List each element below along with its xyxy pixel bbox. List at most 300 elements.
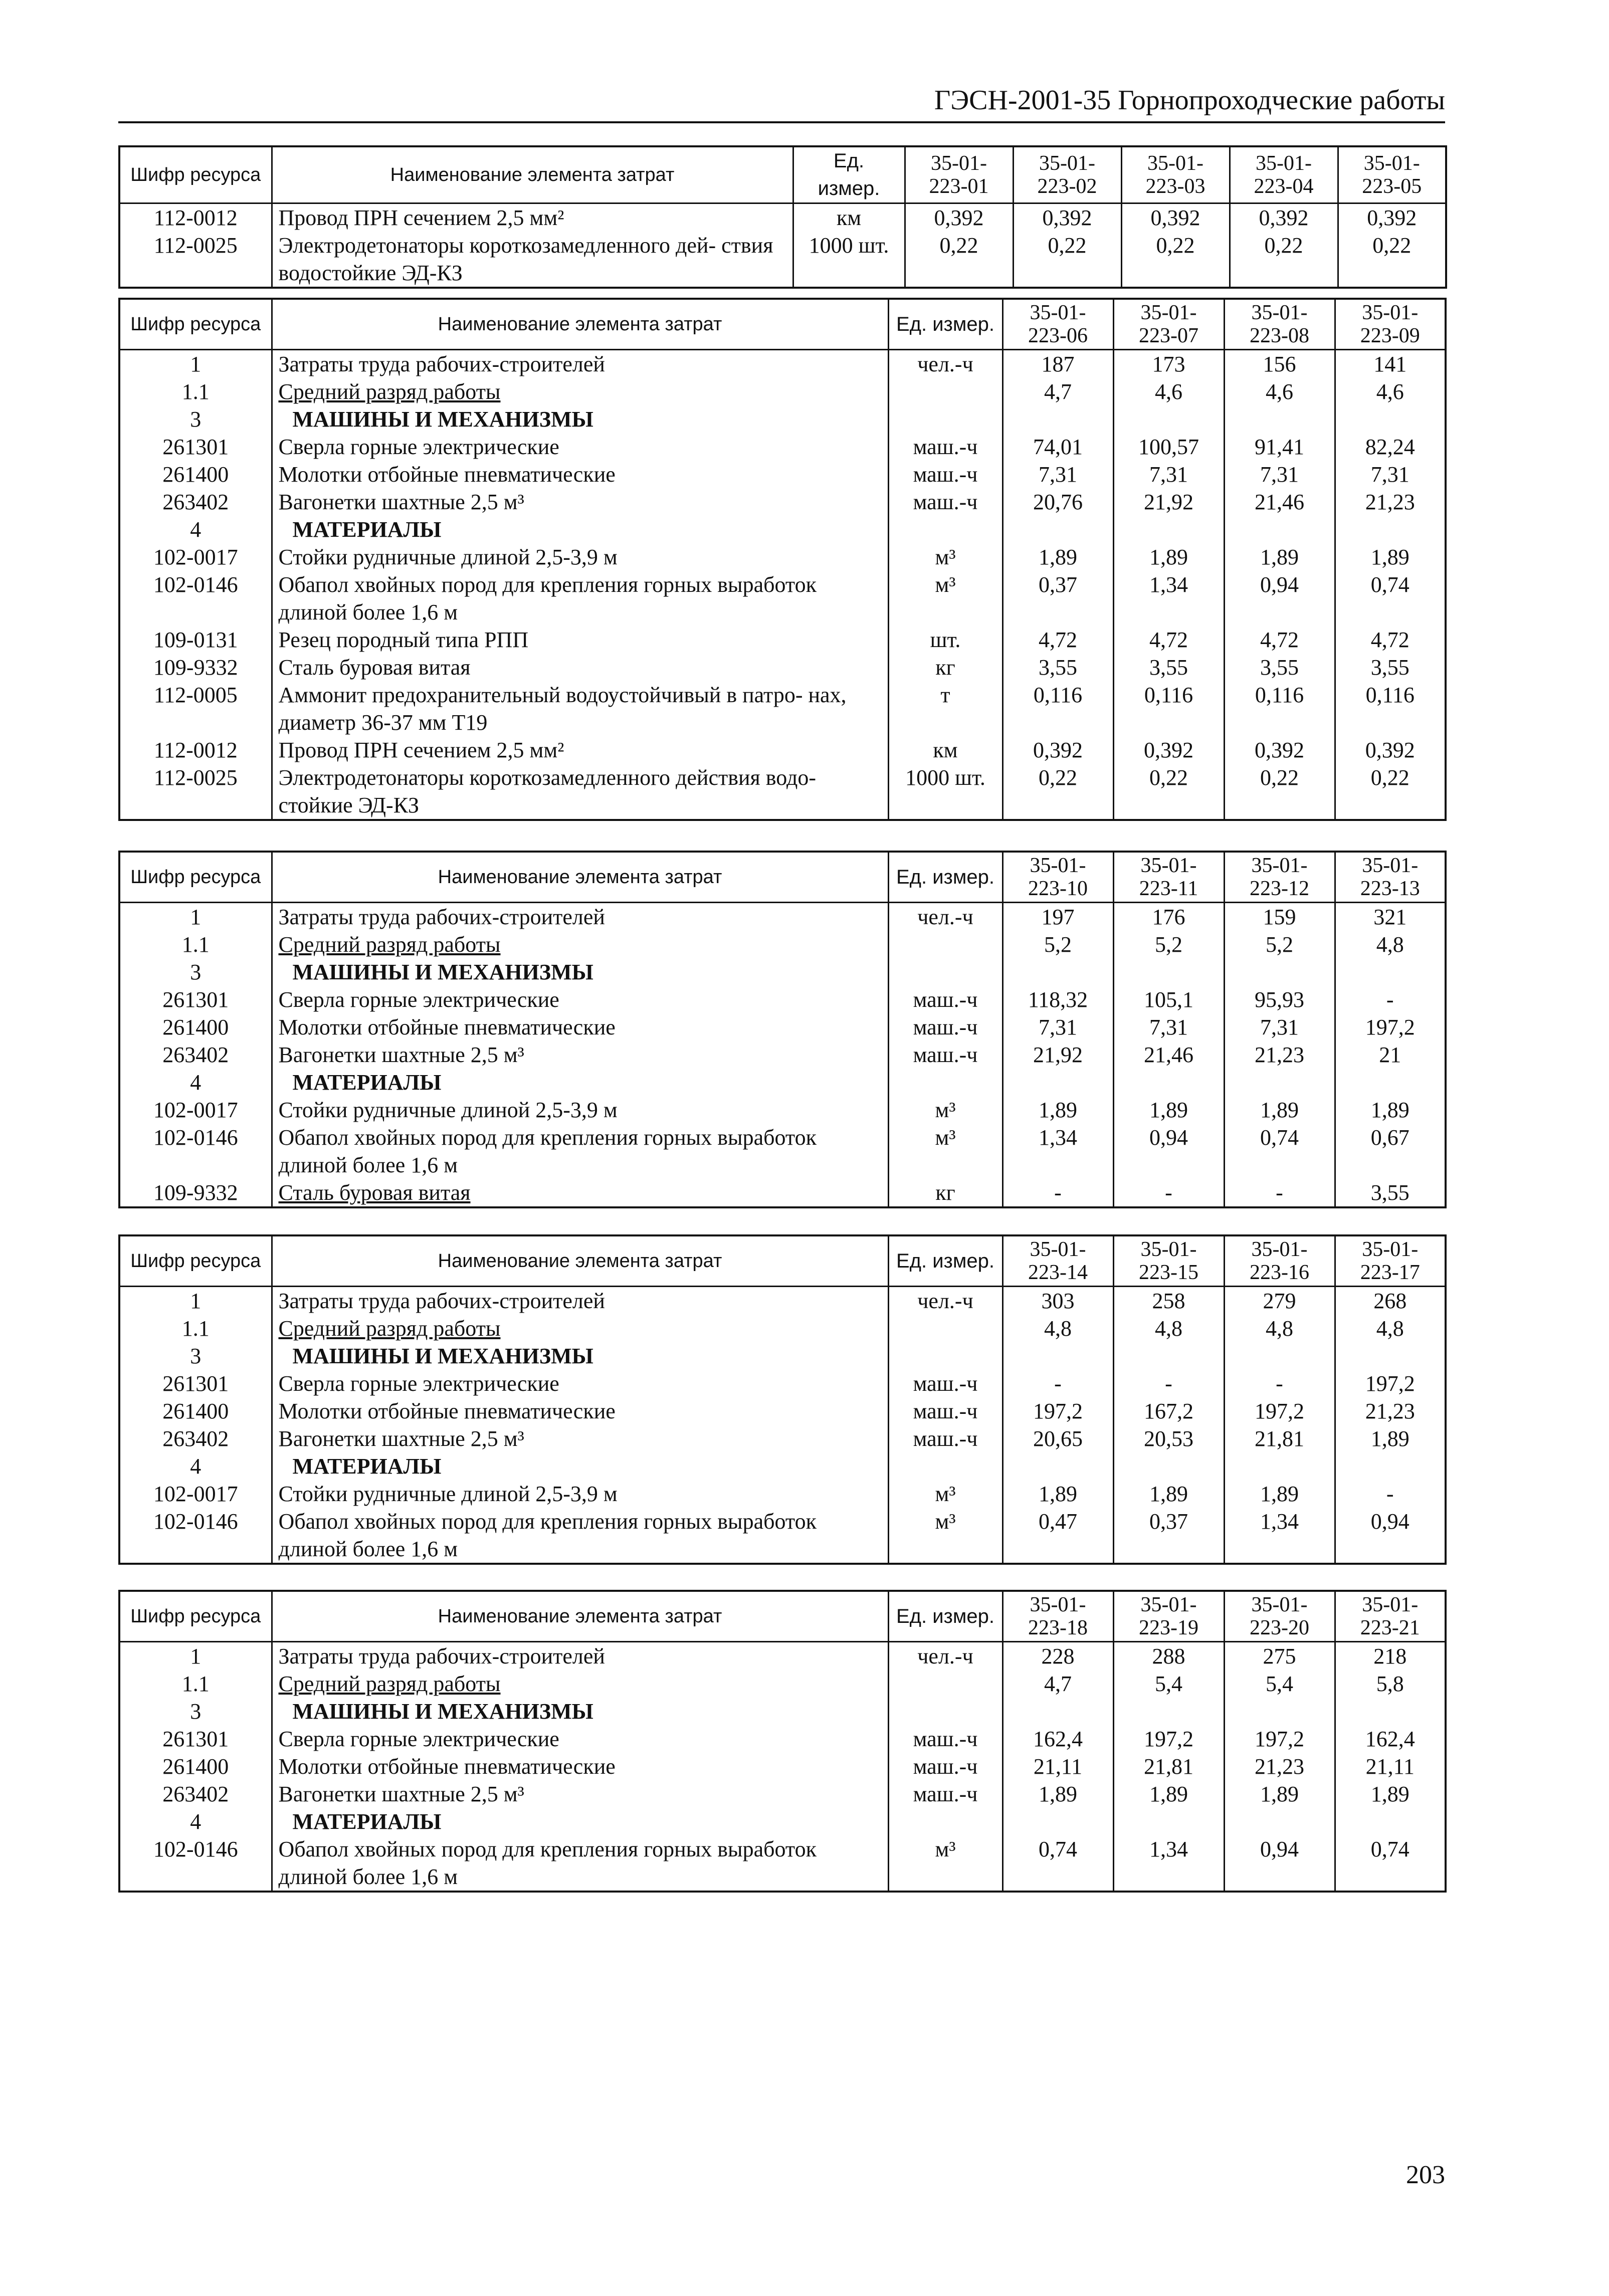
- norm-value: 258: [1113, 1287, 1224, 1315]
- norm-code-line-1: 35-01-: [1140, 1593, 1197, 1616]
- norm-value: 1,89: [1113, 1096, 1224, 1124]
- cost-element-name: Вагонетки шахтные 2,5 м³: [272, 1780, 888, 1808]
- cost-element-name: Провод ПРН сечением 2,5 мм²: [272, 203, 793, 232]
- norm-value: [1335, 1698, 1446, 1725]
- resource-code: 102-0017: [153, 1482, 238, 1506]
- norm-value: 7,31: [1224, 1013, 1335, 1041]
- norm-value: 21,23: [1224, 1041, 1335, 1069]
- norm-code-line-1: 35-01-: [1256, 152, 1312, 175]
- norm-value: 4,8: [1335, 931, 1446, 958]
- resource-table-2: [118, 298, 1445, 821]
- table-row: [119, 1179, 1446, 1207]
- column-header-norm: [1230, 146, 1338, 203]
- resource-code: 109-9332: [153, 1180, 238, 1205]
- norm-code-line-1: 35-01-: [1039, 152, 1095, 175]
- norm-value: 21,23: [1335, 1397, 1446, 1425]
- norm-value: 91,41: [1224, 433, 1335, 461]
- norm-value: 0,94: [1335, 1508, 1446, 1564]
- cost-element-name: Обапол хвойных пород для крепления горных выработок длиной более 1,6 м: [272, 1508, 888, 1564]
- unit-of-measure: чел.-ч: [888, 1642, 1002, 1671]
- norm-value: 0,22: [905, 232, 1013, 288]
- unit-of-measure: 1000 шт.: [888, 764, 1002, 820]
- table-row: [119, 1397, 1446, 1425]
- norm-value: [1335, 1069, 1446, 1096]
- norm-value: 1,89: [1335, 1425, 1446, 1452]
- norm-value: 0,392: [1013, 203, 1121, 232]
- norm-value: [1224, 1069, 1335, 1096]
- resource-table-5: [118, 1590, 1445, 1893]
- norm-value: 21,23: [1335, 488, 1446, 516]
- norm-code-line-2: 223-09: [1360, 324, 1420, 347]
- norm-value: 1,34: [1002, 1124, 1113, 1179]
- norm-code-line-2: 223-10: [1028, 877, 1088, 900]
- section-title: МАТЕРИАЛЫ: [272, 1069, 888, 1096]
- cost-element-name: Резец породный типа РПП: [272, 626, 888, 654]
- unit-of-measure: кг: [888, 1179, 1002, 1207]
- cost-table: [118, 145, 1447, 289]
- table-row: [119, 378, 1446, 405]
- column-header-norm: [1335, 852, 1446, 903]
- norm-value: [1113, 958, 1224, 986]
- norm-value: 0,22: [1230, 232, 1338, 288]
- column-header-unit: Ед. измер.: [888, 852, 1002, 903]
- table-row: [119, 1725, 1446, 1753]
- norm-value: [1224, 1452, 1335, 1480]
- norm-value: 0,74: [1335, 1835, 1446, 1892]
- column-header-norm: [1002, 299, 1113, 350]
- unit-of-measure: [888, 1069, 1002, 1096]
- cost-element-name: Стойки рудничные длиной 2,5-3,9 м: [272, 543, 888, 571]
- resource-code: 4: [190, 517, 202, 542]
- norm-value: 7,31: [1002, 1013, 1113, 1041]
- norm-value: 21: [1335, 1041, 1446, 1069]
- cost-element-name: Электродетонаторы короткозамедленного дей- ствия водостойкие ЭД-КЗ: [272, 232, 793, 288]
- norm-value: 0,392: [1224, 736, 1335, 764]
- norm-value: -: [1113, 1370, 1224, 1397]
- norm-value: [1113, 1342, 1224, 1370]
- norm-value: 95,93: [1224, 986, 1335, 1013]
- unit-of-measure: км: [888, 736, 1002, 764]
- column-header-norm: [1113, 852, 1224, 903]
- norm-value: 21,46: [1113, 1041, 1224, 1069]
- cost-element-name: Затраты труда рабочих-строителей: [272, 1287, 888, 1315]
- norm-value: [1002, 516, 1113, 543]
- norm-code-line-2: 223-21: [1360, 1616, 1420, 1639]
- norm-value: 0,392: [1338, 203, 1446, 232]
- cost-element-name: Молотки отбойные пневматические: [272, 1753, 888, 1780]
- table-row: [119, 681, 1446, 736]
- table-row: [119, 571, 1446, 626]
- column-header-unit: Ед. измер.: [888, 299, 1002, 350]
- cost-element-name: Провод ПРН сечением 2,5 мм²: [272, 736, 888, 764]
- resource-table-4: [118, 1234, 1445, 1565]
- resource-table-1: [118, 145, 1445, 289]
- norm-value: 0,74: [1224, 1124, 1335, 1179]
- table-row: [119, 1287, 1446, 1315]
- norm-value: 176: [1113, 903, 1224, 931]
- norm-value: 0,392: [1113, 736, 1224, 764]
- norm-value: 173: [1113, 350, 1224, 378]
- unit-of-measure: [888, 958, 1002, 986]
- norm-code-line-1: 35-01-: [1362, 1593, 1419, 1616]
- table-row: [119, 903, 1446, 931]
- unit-of-measure: маш.-ч: [888, 1397, 1002, 1425]
- unit-of-measure: маш.-ч: [888, 1041, 1002, 1069]
- page-header: ГЭСН-2001-35 Горнопроходческие работы: [118, 84, 1445, 123]
- cost-element-name: Сверла горные электрические: [272, 433, 888, 461]
- norm-value: 1,89: [1113, 1480, 1224, 1508]
- resource-code: 102-0146: [153, 1837, 238, 1861]
- resource-code: 102-0017: [153, 1098, 238, 1122]
- section-row: [119, 1808, 1446, 1835]
- column-header-name: Наименование элемента затрат: [272, 1235, 888, 1287]
- norm-value: 1,89: [1335, 1096, 1446, 1124]
- unit-of-measure: маш.-ч: [888, 1370, 1002, 1397]
- norm-value: [1113, 1069, 1224, 1096]
- norm-code-line-2: 223-08: [1250, 324, 1309, 347]
- unit-of-measure: маш.-ч: [888, 461, 1002, 488]
- norm-value: 21,23: [1224, 1753, 1335, 1780]
- section-title: МАТЕРИАЛЫ: [272, 516, 888, 543]
- norm-value: 0,94: [1113, 1124, 1224, 1179]
- section-row: [119, 1452, 1446, 1480]
- unit-of-measure: 1000 шт.: [793, 232, 905, 288]
- norm-value: 0,22: [1121, 232, 1230, 288]
- cost-table: [118, 1590, 1447, 1893]
- resource-code: 1.1: [181, 932, 210, 957]
- norm-value: 0,22: [1002, 764, 1113, 820]
- norm-code-line-1: 35-01-: [1251, 301, 1308, 324]
- cost-element-name: Обапол хвойных пород для крепления горных выработок длиной более 1,6 м: [272, 1124, 888, 1179]
- norm-value: 20,53: [1113, 1425, 1224, 1452]
- table-row: [119, 626, 1446, 654]
- unit-of-measure: [888, 1670, 1002, 1698]
- norm-code-line-1: 35-01-: [1362, 854, 1419, 877]
- norm-value: -: [1224, 1179, 1335, 1207]
- norm-value: 100,57: [1113, 433, 1224, 461]
- norm-value: [1002, 1342, 1113, 1370]
- norm-value: 3,55: [1335, 1179, 1446, 1207]
- norm-value: 228: [1002, 1642, 1113, 1671]
- norm-code-line-2: 223-02: [1037, 175, 1097, 198]
- column-header-norm: [1013, 146, 1121, 203]
- norm-value: -: [1224, 1370, 1335, 1397]
- unit-of-measure: [888, 1315, 1002, 1342]
- section-row: [119, 1069, 1446, 1096]
- norm-value: 1,34: [1113, 1835, 1224, 1892]
- norm-value: 7,31: [1224, 461, 1335, 488]
- section-title: МАШИНЫ И МЕХАНИЗМЫ: [272, 958, 888, 986]
- unit-of-measure: м³: [888, 1480, 1002, 1508]
- norm-value: 275: [1224, 1642, 1335, 1671]
- norm-code-line-2: 223-05: [1362, 175, 1422, 198]
- cost-element-name: Сверла горные электрические: [272, 1725, 888, 1753]
- cost-element-name: Средний разряд работы: [272, 1315, 888, 1342]
- resource-code: 112-0012: [153, 738, 238, 762]
- norm-value: 7,31: [1002, 461, 1113, 488]
- norm-value: 197,2: [1002, 1397, 1113, 1425]
- unit-of-measure: маш.-ч: [888, 433, 1002, 461]
- table-row: [119, 232, 1446, 288]
- unit-of-measure: м³: [888, 571, 1002, 626]
- norm-value: 4,8: [1113, 1315, 1224, 1342]
- unit-of-measure: [888, 405, 1002, 433]
- table-row: [119, 488, 1446, 516]
- norm-value: 0,392: [1335, 736, 1446, 764]
- cost-element-name: Затраты труда рабочих-строителей: [272, 350, 888, 378]
- column-header-norm: [1224, 1591, 1335, 1642]
- resource-code: 1: [190, 905, 202, 929]
- section-row: [119, 405, 1446, 433]
- section-title: МАШИНЫ И МЕХАНИЗМЫ: [272, 405, 888, 433]
- resource-code: 4: [190, 1070, 202, 1095]
- resource-code: 4: [190, 1809, 202, 1834]
- norm-value: 1,34: [1113, 571, 1224, 626]
- norm-code-line-1: 35-01-: [1363, 152, 1420, 175]
- table-row: [119, 1013, 1446, 1041]
- unit-of-measure: маш.-ч: [888, 1780, 1002, 1808]
- norm-value: [1224, 1698, 1335, 1725]
- norm-value: 159: [1224, 903, 1335, 931]
- norm-value: 4,6: [1224, 378, 1335, 405]
- resource-code: 1.1: [181, 1316, 210, 1341]
- unit-of-measure: [888, 1342, 1002, 1370]
- norm-value: 288: [1113, 1642, 1224, 1671]
- table-header-row: [119, 1235, 1446, 1287]
- cost-table: [118, 298, 1447, 821]
- norm-value: -: [1002, 1179, 1113, 1207]
- column-header-norm: [1113, 1235, 1224, 1287]
- table-row: [119, 1835, 1446, 1892]
- cost-element-name: Аммонит предохранительный водоустойчивый в патро- нах, диаметр 36-37 мм Т19: [272, 681, 888, 736]
- norm-code-line-1: 35-01-: [1362, 1238, 1419, 1261]
- norm-value: [1335, 1452, 1446, 1480]
- resource-code: 261301: [162, 435, 229, 459]
- norm-value: [1224, 405, 1335, 433]
- page-number: 203: [1406, 2161, 1445, 2189]
- norm-value: 1,89: [1224, 1480, 1335, 1508]
- norm-value: 4,72: [1224, 626, 1335, 654]
- table-row: [119, 1425, 1446, 1452]
- norm-value: 4,8: [1335, 1315, 1446, 1342]
- norm-value: 187: [1002, 350, 1113, 378]
- section-row: [119, 516, 1446, 543]
- norm-value: 1,89: [1113, 1780, 1224, 1808]
- norm-code-line-2: 223-16: [1250, 1261, 1309, 1284]
- norm-value: 162,4: [1002, 1725, 1113, 1753]
- unit-of-measure: [888, 1452, 1002, 1480]
- column-header-unit: Ед. измер.: [888, 1591, 1002, 1642]
- resource-code: 102-0146: [153, 1125, 238, 1150]
- norm-value: 7,31: [1113, 461, 1224, 488]
- column-header-name: Наименование элемента затрат: [272, 299, 888, 350]
- norm-value: 3,55: [1335, 654, 1446, 681]
- norm-value: [1335, 1342, 1446, 1370]
- section-title: МАТЕРИАЛЫ: [272, 1452, 888, 1480]
- norm-value: -: [1113, 1179, 1224, 1207]
- norm-code-line-1: 35-01-: [1362, 301, 1419, 324]
- norm-value: 0,22: [1013, 232, 1121, 288]
- table-row: [119, 1753, 1446, 1780]
- table-row: [119, 1096, 1446, 1124]
- cost-element-name: Вагонетки шахтные 2,5 м³: [272, 488, 888, 516]
- norm-code-line-2: 223-06: [1028, 324, 1088, 347]
- cost-element-name: Обапол хвойных пород для крепления горных выработок длиной более 1,6 м: [272, 1835, 888, 1892]
- norm-code-line-1: 35-01-: [1251, 1593, 1308, 1616]
- table-row: [119, 203, 1446, 232]
- norm-value: 197,2: [1335, 1370, 1446, 1397]
- norm-value: 4,72: [1113, 626, 1224, 654]
- norm-value: [1335, 958, 1446, 986]
- resource-code: 261400: [162, 1399, 229, 1423]
- norm-code-line-1: 35-01-: [1030, 854, 1086, 877]
- cost-element-name: Сверла горные электрические: [272, 1370, 888, 1397]
- resource-code: 1.1: [181, 1672, 210, 1696]
- norm-code-line-2: 223-14: [1028, 1261, 1088, 1284]
- cost-element-name: Средний разряд работы: [272, 931, 888, 958]
- norm-code-line-1: 35-01-: [1140, 301, 1197, 324]
- column-header-code: Шифр ресурса: [119, 299, 272, 350]
- unit-of-measure: чел.-ч: [888, 1287, 1002, 1315]
- norm-value: 21,92: [1002, 1041, 1113, 1069]
- table-row: [119, 986, 1446, 1013]
- norm-value: [1224, 1808, 1335, 1835]
- norm-value: 0,67: [1335, 1124, 1446, 1179]
- norm-value: 1,89: [1224, 1780, 1335, 1808]
- resource-code: 263402: [162, 1782, 229, 1806]
- norm-value: 74,01: [1002, 433, 1113, 461]
- norm-value: 162,4: [1335, 1725, 1446, 1753]
- resource-code: 102-0017: [153, 545, 238, 569]
- norm-value: 0,116: [1224, 681, 1335, 736]
- table-header-row: [119, 1591, 1446, 1642]
- unit-of-measure: [888, 931, 1002, 958]
- table-row: [119, 350, 1446, 378]
- column-header-norm: [905, 146, 1013, 203]
- norm-value: 4,8: [1224, 1315, 1335, 1342]
- resource-code: 261400: [162, 1754, 229, 1779]
- norm-value: 82,24: [1335, 433, 1446, 461]
- norm-value: 1,89: [1335, 543, 1446, 571]
- resource-code: 1: [190, 1289, 202, 1313]
- table-row: [119, 1315, 1446, 1342]
- norm-value: 1,89: [1002, 1480, 1113, 1508]
- cost-element-name: Молотки отбойные пневматические: [272, 1397, 888, 1425]
- norm-value: [1113, 1698, 1224, 1725]
- cost-element-name: Обапол хвойных пород для крепления горных выработок длиной более 1,6 м: [272, 571, 888, 626]
- norm-code-line-2: 223-11: [1139, 877, 1198, 900]
- norm-value: -: [1002, 1370, 1113, 1397]
- norm-value: [1113, 405, 1224, 433]
- norm-code-line-2: 223-17: [1360, 1261, 1420, 1284]
- resource-code: 1: [190, 352, 202, 376]
- column-header-code: Шифр ресурса: [119, 1591, 272, 1642]
- column-header-norm: [1002, 1235, 1113, 1287]
- norm-value: 279: [1224, 1287, 1335, 1315]
- resource-code: 112-0005: [153, 683, 238, 707]
- norm-code-line-2: 223-12: [1250, 877, 1309, 900]
- norm-value: 21,81: [1224, 1425, 1335, 1452]
- norm-value: 118,32: [1002, 986, 1113, 1013]
- resource-code: 261301: [162, 1371, 229, 1396]
- resource-code: 112-0012: [153, 205, 238, 230]
- cost-element-name: Сталь буровая витая: [272, 1179, 888, 1207]
- table-row: [119, 543, 1446, 571]
- column-header-norm: [1002, 1591, 1113, 1642]
- norm-value: [1335, 405, 1446, 433]
- cost-element-name: Затраты труда рабочих-строителей: [272, 1642, 888, 1671]
- cost-element-name: Сталь буровая витая: [272, 654, 888, 681]
- norm-code-line-2: 223-07: [1139, 324, 1198, 347]
- resource-table-3: [118, 851, 1445, 1208]
- norm-value: [1113, 516, 1224, 543]
- norm-code-line-2: 223-01: [929, 175, 989, 198]
- section-title: МАШИНЫ И МЕХАНИЗМЫ: [272, 1342, 888, 1370]
- unit-of-measure: чел.-ч: [888, 350, 1002, 378]
- norm-value: 5,4: [1224, 1670, 1335, 1698]
- table-row: [119, 1041, 1446, 1069]
- column-header-norm: [1224, 299, 1335, 350]
- norm-code-line-2: 223-19: [1139, 1616, 1198, 1639]
- norm-value: 1,89: [1002, 1096, 1113, 1124]
- resource-code: 3: [190, 1344, 202, 1368]
- unit-of-measure: м³: [888, 1124, 1002, 1179]
- section-row: [119, 1342, 1446, 1370]
- resource-code: 112-0025: [153, 233, 238, 258]
- resource-code: 263402: [162, 490, 229, 514]
- norm-value: 0,392: [905, 203, 1013, 232]
- section-title: МАТЕРИАЛЫ: [272, 1808, 888, 1835]
- resource-code: 112-0025: [153, 765, 238, 790]
- norm-value: [1224, 516, 1335, 543]
- norm-value: 4,8: [1002, 1315, 1113, 1342]
- column-header-code: Шифр ресурса: [119, 852, 272, 903]
- norm-value: 156: [1224, 350, 1335, 378]
- resource-code: 1.1: [181, 379, 210, 404]
- cost-element-name: Электродетонаторы короткозамедленного действия водо- стойкие ЭД-КЗ: [272, 764, 888, 820]
- norm-value: 197,2: [1113, 1725, 1224, 1753]
- norm-value: 5,8: [1335, 1670, 1446, 1698]
- norm-value: 3,55: [1224, 654, 1335, 681]
- table-header-row: [119, 299, 1446, 350]
- cost-table: [118, 1234, 1447, 1565]
- norm-value: 0,392: [1121, 203, 1230, 232]
- resource-code: 261400: [162, 1015, 229, 1039]
- norm-value: [1113, 1452, 1224, 1480]
- norm-code-line-1: 35-01-: [1030, 1593, 1086, 1616]
- table-row: [119, 1670, 1446, 1698]
- table-row: [119, 1480, 1446, 1508]
- column-header-norm: [1224, 1235, 1335, 1287]
- unit-of-measure: чел.-ч: [888, 903, 1002, 931]
- norm-code-line-2: 223-20: [1250, 1616, 1309, 1639]
- resource-code: 261301: [162, 987, 229, 1012]
- column-header-norm: [1338, 146, 1446, 203]
- norm-value: 21,11: [1335, 1753, 1446, 1780]
- cost-table: [118, 851, 1447, 1208]
- norm-value: [1002, 958, 1113, 986]
- resource-code: 102-0146: [153, 572, 238, 597]
- column-header-code: Шифр ресурса: [119, 1235, 272, 1287]
- norm-value: 3,55: [1113, 654, 1224, 681]
- norm-value: 0,116: [1335, 681, 1446, 736]
- unit-of-measure: м³: [888, 1508, 1002, 1564]
- norm-value: 0,22: [1224, 764, 1335, 820]
- resource-code: 3: [190, 407, 202, 432]
- column-header-norm: [1335, 299, 1446, 350]
- norm-code-line-1: 35-01-: [1251, 854, 1308, 877]
- column-header-norm: [1113, 299, 1224, 350]
